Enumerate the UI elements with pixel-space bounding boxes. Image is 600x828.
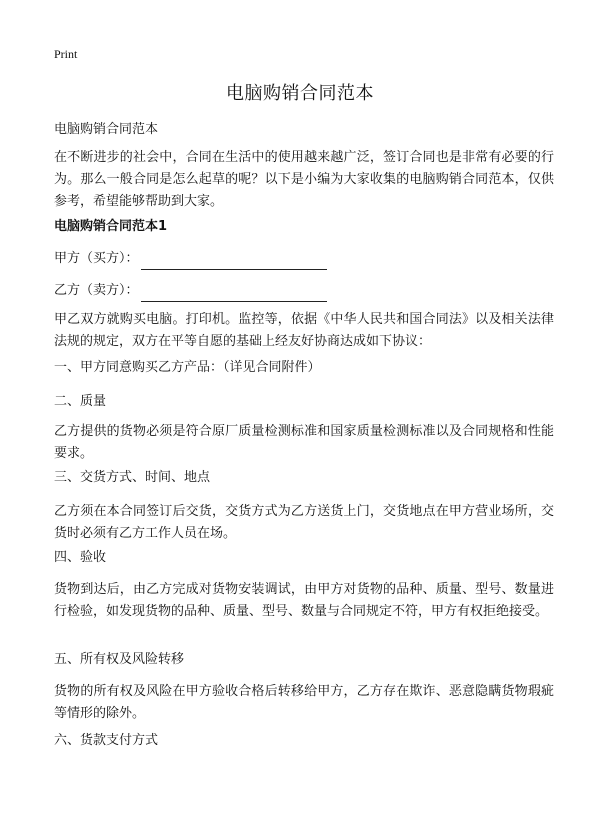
document-title: 电脑购销合同范本: [226, 83, 374, 104]
intro-paragraph: 在不断进步的社会中，合同在生活中的使用越来越广泛，签订合同也是非常有必要的行为。那么一般合同是怎么起草的呢？以下是小编为大家收集的电脑购销合同范本，仅供参考，希望能够帮助到大家。: [54, 150, 554, 209]
party-b-blank: [141, 286, 327, 302]
clause-3-body: 乙方须在本合同签订后交货，交货方式为乙方送货上门，交货地点在甲方营业场所，交货时必须有乙方工作人员在场。: [54, 504, 554, 541]
preamble-paragraph: 甲乙双方就购买电脑。打印机。监控等，依据《中华人民共和国合同法》以及相关法律法规的规定，双方在平等自愿的基础上经友好协商达成如下协议：: [54, 312, 554, 349]
clause-2-heading: 二、质量: [54, 394, 107, 409]
section-title: 电脑购销合同范本1: [54, 219, 168, 234]
document-subtitle: 电脑购销合同范本: [54, 122, 159, 137]
clause-5-heading: 五、所有权及风险转移: [54, 652, 185, 667]
clause-3-heading: 三、交货方式、时间、地点: [54, 470, 211, 485]
clause-5-body: 货物的所有权及风险在甲方验收合格后转移给甲方，乙方存在欺诈、恶意隐瞒货物瑕疵等情形的除外。: [54, 684, 554, 721]
clause-6-heading: 六、货款支付方式: [54, 733, 159, 748]
clause-2-body: 乙方提供的货物必须是符合原厂质量检测标准和国家质量检测标准以及合同规格和性能要求。: [54, 424, 554, 461]
party-b-line: [54, 280, 554, 302]
clause-4-body: 货物到达后，由乙方完成对货物安装调试，由甲方对货物的品种、质量、型号、数量进行检验，如发现货物的品种、质量、型号、数量与合同规定不符，甲方有权拒绝接受。: [54, 582, 554, 619]
party-b-label: 乙方（卖方）：: [54, 283, 139, 298]
party-a-line: [54, 248, 554, 270]
clause-4-heading: 四、验收: [54, 550, 107, 565]
party-a-label: 甲方（买方）：: [54, 251, 139, 266]
party-a-blank: [141, 254, 327, 270]
print-link[interactable]: Print: [54, 47, 78, 61]
clause-1-heading: 一、甲方同意购买乙方产品：（详见合同附件）: [54, 360, 321, 375]
